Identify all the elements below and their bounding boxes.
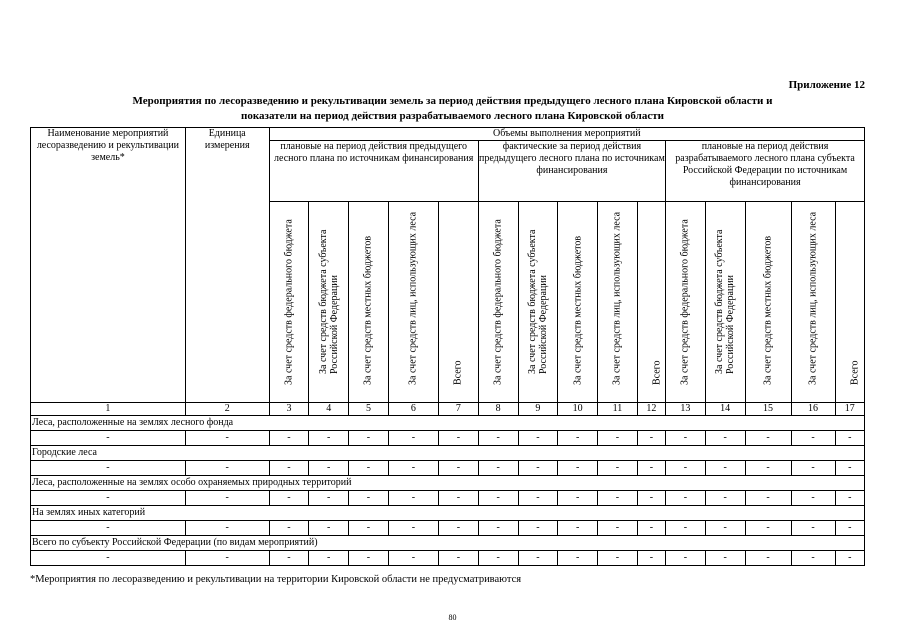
header-group-actual-previous: фактические за период действия предыдущего лесного плана по источникам финансирования bbox=[478, 141, 665, 202]
column-number: 1 bbox=[31, 403, 186, 416]
column-number: 7 bbox=[439, 403, 479, 416]
value-cell: - bbox=[31, 461, 186, 476]
value-cell: - bbox=[388, 461, 438, 476]
value-cell: - bbox=[598, 491, 638, 506]
column-number: 6 bbox=[388, 403, 438, 416]
section-row bbox=[31, 536, 865, 551]
value-cell: - bbox=[598, 521, 638, 536]
table-row bbox=[31, 461, 865, 476]
value-cell: - bbox=[518, 461, 558, 476]
value-cell: - bbox=[185, 431, 269, 446]
column-number: 3 bbox=[269, 403, 309, 416]
title-line-2: показатели на период действия разрабатываемого лесного плана Кировской области bbox=[241, 110, 664, 122]
subheader-label: За счет средств местных бюджетов bbox=[762, 235, 774, 385]
value-cell: - bbox=[518, 431, 558, 446]
value-cell: - bbox=[791, 491, 835, 506]
section-label: На землях иных категорий bbox=[31, 506, 865, 521]
subheader-label: За счет средств лиц, использующих леса bbox=[807, 211, 819, 385]
value-cell: - bbox=[439, 431, 479, 446]
value-cell: - bbox=[835, 431, 865, 446]
value-cell: - bbox=[269, 521, 309, 536]
column-number: 2 bbox=[185, 403, 269, 416]
subheader-label: За счет средств федерального бюджета bbox=[283, 219, 295, 385]
subheader-label: Всего bbox=[452, 360, 464, 385]
value-cell: - bbox=[637, 431, 665, 446]
value-cell: - bbox=[745, 461, 791, 476]
value-cell: - bbox=[705, 491, 745, 506]
value-cell: - bbox=[478, 491, 518, 506]
header-name: Наименование мероприятий лесоразведению и рекультивации земель* bbox=[31, 128, 186, 403]
value-cell: - bbox=[666, 491, 706, 506]
subheader-g2-2 bbox=[518, 202, 558, 403]
section-row bbox=[31, 446, 865, 461]
subheader-label: За счет средств бюджета субъекта Российской Федерации bbox=[714, 229, 737, 374]
value-cell: - bbox=[478, 521, 518, 536]
value-cell: - bbox=[598, 431, 638, 446]
section-row bbox=[31, 476, 865, 491]
title-line-1: Мероприятия по лесоразведению и рекультивации земель за период действия предыдущего лесного плана Кировской области и bbox=[132, 95, 773, 107]
value-cell: - bbox=[309, 551, 349, 566]
value-cell: - bbox=[269, 461, 309, 476]
value-cell: - bbox=[388, 491, 438, 506]
value-cell: - bbox=[269, 551, 309, 566]
column-number: 16 bbox=[791, 403, 835, 416]
value-cell: - bbox=[309, 461, 349, 476]
value-cell: - bbox=[31, 491, 186, 506]
value-cell: - bbox=[185, 491, 269, 506]
value-cell: - bbox=[835, 461, 865, 476]
subheader-g3-1 bbox=[666, 202, 706, 403]
subheader-g1-2 bbox=[309, 202, 349, 403]
value-cell: - bbox=[349, 551, 389, 566]
value-cell: - bbox=[439, 461, 479, 476]
value-cell: - bbox=[791, 551, 835, 566]
value-cell: - bbox=[439, 551, 479, 566]
value-cell: - bbox=[745, 491, 791, 506]
value-cell: - bbox=[388, 551, 438, 566]
value-cell: - bbox=[349, 461, 389, 476]
value-cell: - bbox=[835, 551, 865, 566]
subheader-g3-2 bbox=[705, 202, 745, 403]
section-row bbox=[31, 506, 865, 521]
value-cell: - bbox=[518, 521, 558, 536]
value-cell: - bbox=[518, 551, 558, 566]
value-cell: - bbox=[666, 431, 706, 446]
value-cell: - bbox=[31, 551, 186, 566]
subheader-label: За счет средств федерального бюджета bbox=[492, 219, 504, 385]
section-row bbox=[31, 416, 865, 431]
value-cell: - bbox=[637, 521, 665, 536]
section-label: Всего по субъекту Российской Федерации (по видам мероприятий) bbox=[31, 536, 865, 551]
subheader-g1-1 bbox=[269, 202, 309, 403]
value-cell: - bbox=[558, 551, 598, 566]
column-number: 10 bbox=[558, 403, 598, 416]
section-label: Городские леса bbox=[31, 446, 865, 461]
value-cell: - bbox=[666, 461, 706, 476]
footnote: *Мероприятия по лесоразведению и рекультивации на территории Кировской области не предусматриваются bbox=[30, 574, 522, 585]
value-cell: - bbox=[309, 431, 349, 446]
subheader-label: Всего bbox=[651, 360, 663, 385]
value-cell: - bbox=[31, 521, 186, 536]
value-cell: - bbox=[745, 521, 791, 536]
value-cell: - bbox=[745, 431, 791, 446]
value-cell: - bbox=[637, 551, 665, 566]
value-cell: - bbox=[637, 491, 665, 506]
value-cell: - bbox=[518, 491, 558, 506]
value-cell: - bbox=[388, 521, 438, 536]
column-number: 9 bbox=[518, 403, 558, 416]
value-cell: - bbox=[705, 431, 745, 446]
subheader-label: За счет средств бюджета субъекта Российской Федерации bbox=[317, 229, 340, 374]
value-cell: - bbox=[439, 491, 479, 506]
subheader-g2-1 bbox=[478, 202, 518, 403]
subheader-label: За счет средств местных бюджетов bbox=[362, 235, 374, 385]
subheader-label: За счет средств лиц, использующих леса bbox=[611, 211, 623, 385]
table-row bbox=[31, 491, 865, 506]
subheader-label: За счет средств бюджета субъекта Российской Федерации bbox=[526, 229, 549, 374]
value-cell: - bbox=[598, 551, 638, 566]
value-cell: - bbox=[637, 461, 665, 476]
value-cell: - bbox=[309, 521, 349, 536]
subheader-g3-3 bbox=[745, 202, 791, 403]
subheader-label: Всего bbox=[849, 360, 860, 385]
value-cell: - bbox=[791, 461, 835, 476]
column-number: 5 bbox=[349, 403, 389, 416]
subheader-g1-5 bbox=[439, 202, 479, 403]
value-cell: - bbox=[185, 551, 269, 566]
subheader-g1-3 bbox=[349, 202, 389, 403]
value-cell: - bbox=[705, 521, 745, 536]
column-number: 15 bbox=[745, 403, 791, 416]
section-label: Леса, расположенные на землях особо охраняемых природных территорий bbox=[31, 476, 865, 491]
subheader-label: За счет средств лиц, использующих леса bbox=[407, 211, 419, 385]
page-number: 80 bbox=[448, 613, 457, 622]
value-cell: - bbox=[705, 551, 745, 566]
subheader-label: За счет средств местных бюджетов bbox=[572, 235, 584, 385]
header-group-planned-previous: плановые на период действия предыдущего лесного плана по источникам финансирования bbox=[269, 141, 478, 202]
value-cell: - bbox=[705, 461, 745, 476]
value-cell: - bbox=[349, 521, 389, 536]
value-cell: - bbox=[31, 431, 186, 446]
column-number: 17 bbox=[835, 403, 865, 416]
value-cell: - bbox=[791, 431, 835, 446]
value-cell: - bbox=[349, 491, 389, 506]
value-cell: - bbox=[185, 521, 269, 536]
value-cell: - bbox=[791, 521, 835, 536]
value-cell: - bbox=[598, 461, 638, 476]
column-number: 8 bbox=[478, 403, 518, 416]
value-cell: - bbox=[666, 551, 706, 566]
value-cell: - bbox=[388, 431, 438, 446]
table-row bbox=[31, 431, 865, 446]
value-cell: - bbox=[309, 491, 349, 506]
subheader-g3-5 bbox=[835, 202, 865, 403]
column-number: 12 bbox=[637, 403, 665, 416]
value-cell: - bbox=[558, 521, 598, 536]
table-row bbox=[31, 551, 865, 566]
value-cell: - bbox=[439, 521, 479, 536]
subheader-g2-5 bbox=[637, 202, 665, 403]
subheader-g2-3 bbox=[558, 202, 598, 403]
value-cell: - bbox=[269, 431, 309, 446]
subheader-g3-4 bbox=[791, 202, 835, 403]
table-row bbox=[31, 521, 865, 536]
header-volumes: Объемы выполнения мероприятий bbox=[269, 128, 864, 141]
measures-table bbox=[30, 127, 865, 566]
value-cell: - bbox=[185, 461, 269, 476]
column-number: 11 bbox=[598, 403, 638, 416]
value-cell: - bbox=[745, 551, 791, 566]
column-number: 4 bbox=[309, 403, 349, 416]
appendix-label: Приложение 12 bbox=[788, 79, 865, 91]
column-number: 13 bbox=[666, 403, 706, 416]
value-cell: - bbox=[666, 521, 706, 536]
value-cell: - bbox=[835, 521, 865, 536]
value-cell: - bbox=[558, 431, 598, 446]
value-cell: - bbox=[478, 461, 518, 476]
subheader-label: За счет средств федерального бюджета bbox=[679, 219, 691, 385]
value-cell: - bbox=[269, 491, 309, 506]
value-cell: - bbox=[835, 491, 865, 506]
value-cell: - bbox=[558, 461, 598, 476]
value-cell: - bbox=[349, 431, 389, 446]
column-number: 14 bbox=[705, 403, 745, 416]
value-cell: - bbox=[478, 551, 518, 566]
header-group-planned-new: плановые на период действия разрабатываемого лесного плана субъекта Российской Федерации по источникам финансирования bbox=[666, 141, 865, 202]
subheader-g2-4 bbox=[598, 202, 638, 403]
header-unit: Единица измерения bbox=[185, 128, 269, 403]
document-title bbox=[30, 94, 875, 124]
subheader-g1-4 bbox=[388, 202, 438, 403]
value-cell: - bbox=[478, 431, 518, 446]
section-label: Леса, расположенные на землях лесного фонда bbox=[31, 416, 865, 431]
value-cell: - bbox=[558, 491, 598, 506]
